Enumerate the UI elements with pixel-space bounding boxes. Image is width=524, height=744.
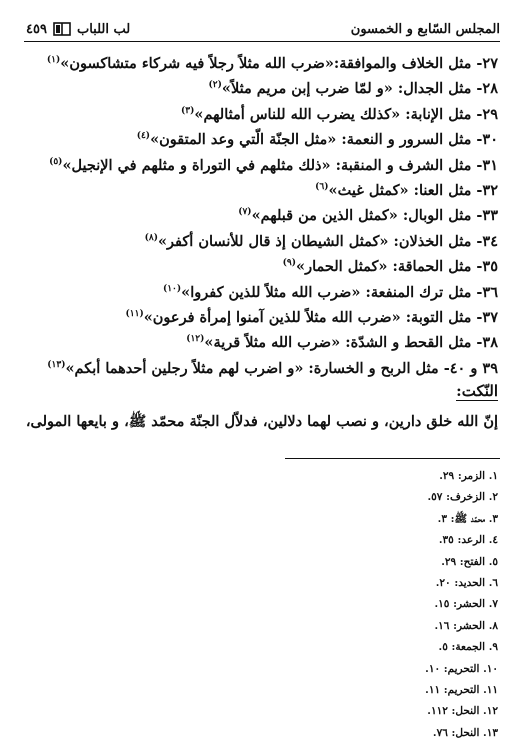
footnote: ١٠. التحريم: ١٠.	[425, 662, 498, 675]
text-line: ٢٩- مثل الإنابة: «كذلك يضرب الله للناس أمثالهم»$^{(٣)}$	[181, 105, 498, 123]
footnote-ref: (٨)	[144, 232, 158, 243]
footnote-ref: (١٣)	[47, 359, 66, 370]
footnote: ٨. الحشر: ١٦.	[434, 619, 498, 632]
footnote: ٢. الزخرف: ٥٧.	[427, 491, 498, 504]
footnote-ref: (١٢)	[186, 334, 205, 345]
footnote: ١. الزمر: ٢٩.	[439, 470, 498, 482]
text-line: ٢٨- مثل الجدال: «و لمّا ضرب إبن مريم مثلاً»$^{(٢)}$	[208, 80, 498, 98]
footnote-rule	[285, 458, 500, 459]
footnote-ref: (٧)	[238, 207, 252, 218]
running-header	[26, 18, 500, 40]
text-line: ٣٢- مثل العنا: «كمثل غيث»$^{(٦)}$	[315, 181, 498, 199]
footnote: ٩. الجمعة: ٥.	[438, 641, 498, 654]
header-left	[26, 22, 130, 37]
chapter-title: المجلس السّابع و الخمسون	[350, 21, 500, 37]
text-line: ٣٩ و ٤٠- مثل الربح و الخسارة: «و اضرب لهم مثلاً رجلين أحدهما أبكم»$^{(١٣)}$	[47, 359, 498, 377]
footnote-ref: (١)	[46, 55, 61, 65]
text-line: ٣١- مثل الشرف و المنقبة: «ذلك مثلهم في التوراة و مثلهم في الإنجيل»$^{(٥)}$	[49, 156, 498, 174]
footnote: ٦. الحديد: ٢٠.	[435, 576, 498, 589]
footnote-ref: (٤)	[136, 131, 151, 142]
footnote-ref: (٣)	[181, 105, 195, 116]
book-icon	[53, 22, 71, 36]
text-line: ٣٥- مثل الحماقة: «كمثل الحمار»$^{(٩)}$	[282, 258, 498, 276]
footnote-ref: (٩)	[282, 258, 297, 269]
text-line: ٣٠- مثل السرور و النعمة: «مثل الجنّة الّتي وعد المتقون»$^{(٤)}$	[136, 131, 498, 149]
header-rule	[24, 41, 500, 42]
footnote: ٧. الحشر: ١٥.	[434, 598, 498, 611]
footnote-ref: (٦)	[315, 181, 329, 192]
page-number: ٤٥٩	[26, 21, 47, 37]
text-line: ٣٦- مثل ترك المنفعة: «ضرب الله مثلاً للذين كفروا»$^{(١٠)}$	[162, 283, 498, 301]
main-text	[26, 48, 498, 436]
text-line: ٣٤- مثل الخذلان: «كمثل الشيطان إذ قال للأنسان أكفر»$^{(٨)}$	[144, 232, 498, 250]
footnote: ١١. التحريم: ١١.	[425, 683, 498, 696]
footnote-ref: (٥)	[49, 156, 63, 167]
text-line: ٢٧- مثل الخلاف والموافقة:«ضرب الله مثلاً رجلاً فيه شركاء متشاكسون»$^{(١)}$	[46, 55, 498, 72]
footnotes	[198, 466, 498, 744]
footnote: ٤. الرعد: ٣٥.	[438, 534, 498, 547]
footnote-ref: (١١)	[125, 308, 144, 319]
book-title: لب اللباب	[76, 21, 131, 37]
footnote: ٣. محمّد ﷺ: ٣.	[437, 512, 498, 525]
notes-heading: النّكت:	[456, 382, 498, 401]
footnote: ٥. الفتح: ٢٩.	[441, 555, 498, 568]
closing-paragraph: إنّ الله خلق دارين، و نصب لهما دلالين، فدلاّل الجنّة محمّد ﷺ، و بايعها المولى،	[26, 413, 498, 431]
footnote: ١٢. النحل: ١١٢.	[427, 705, 498, 718]
footnote-ref: (١٠)	[162, 283, 182, 294]
text-line: ٣٣- مثل الوبال: «كمثل الذين من قبلهم»$^{(٧)}$	[238, 207, 498, 225]
footnote-ref: (٢)	[208, 80, 222, 91]
text-line: ٣٨- مثل القحط و الشدّة: «ضرب الله مثلاً قرية»$^{(١٢)}$	[186, 334, 498, 352]
text-line: ٣٧- مثل التوبة: «ضرب الله مثلاً للذين آمنوا إمرأة فرعون»$^{(١١)}$	[125, 308, 498, 326]
footnote: ١٣. النحل: ٧٦.	[432, 726, 498, 739]
